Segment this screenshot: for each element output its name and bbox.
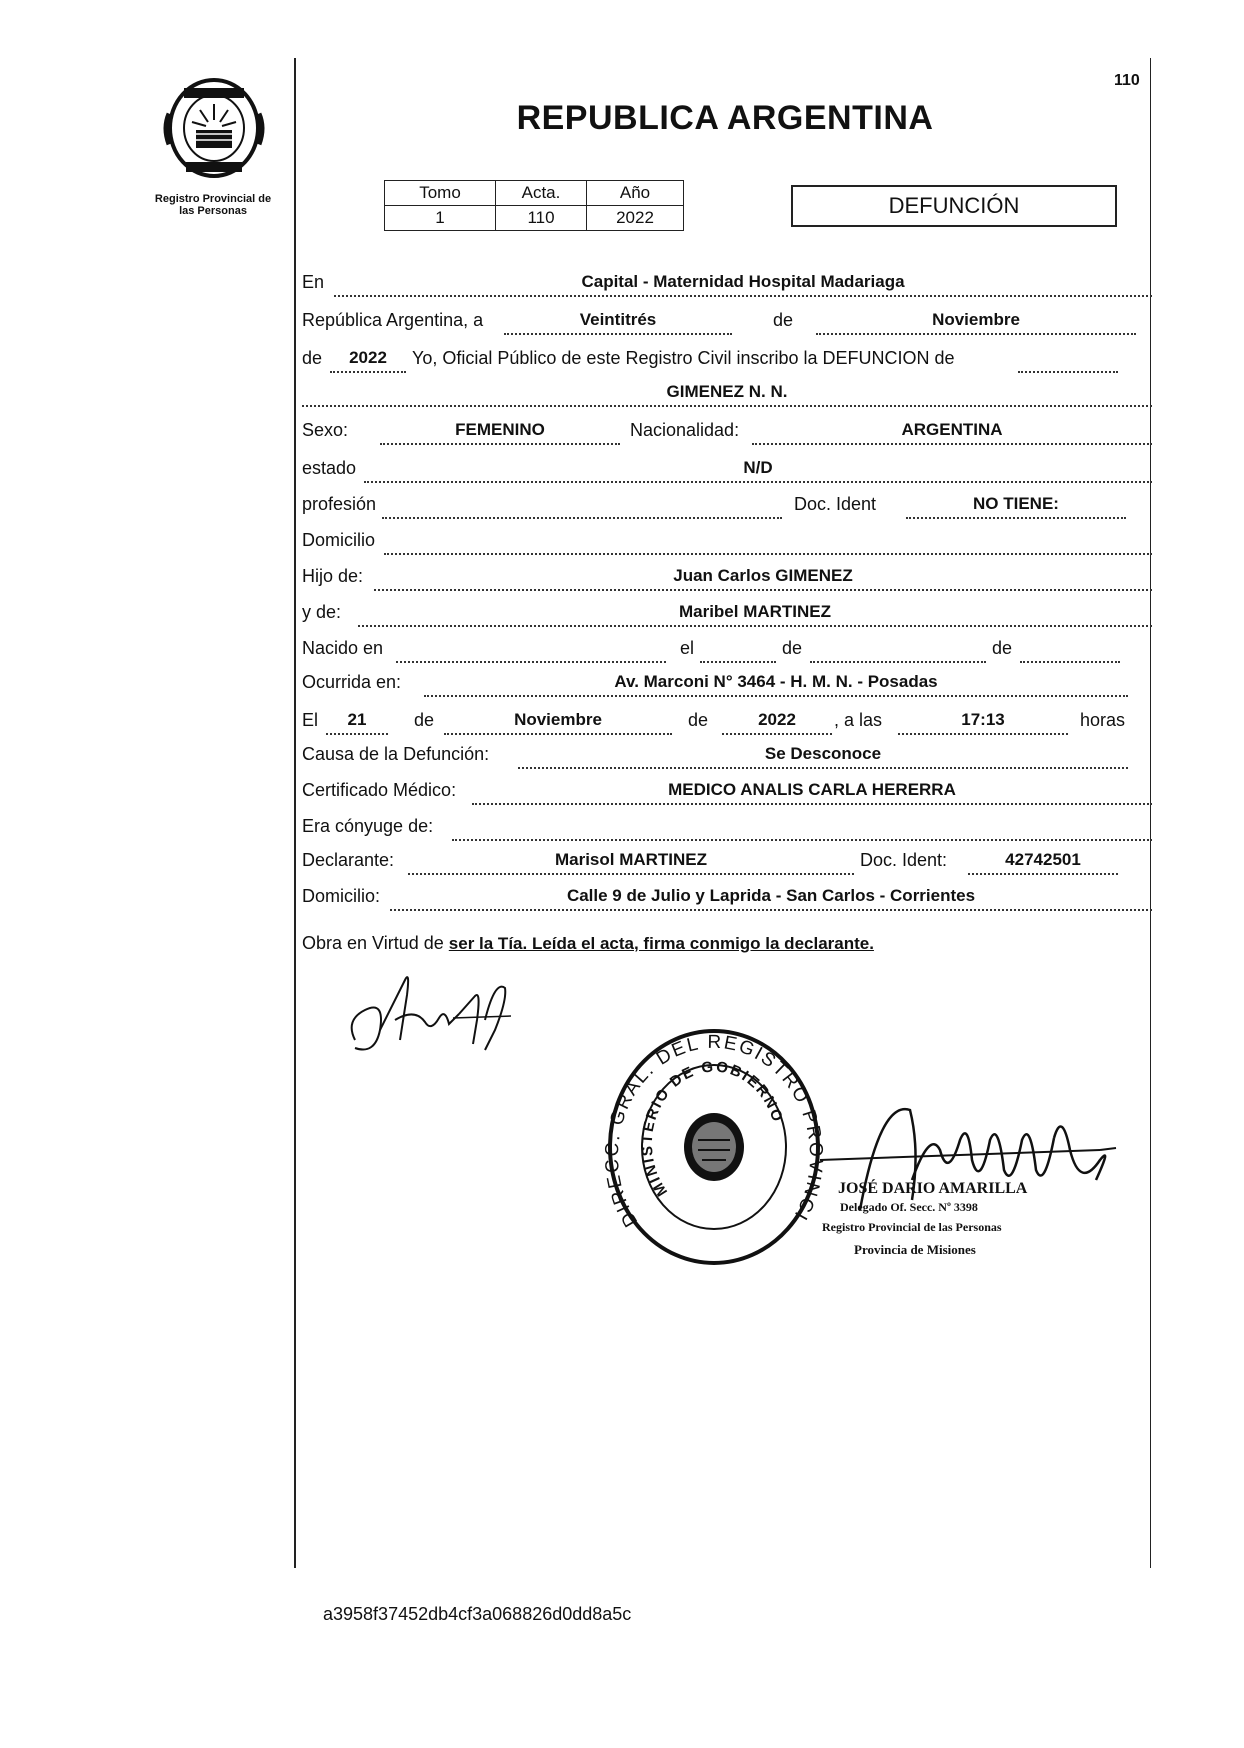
label-conyuge: Era cónyuge de: [302, 816, 434, 836]
label-de: de [773, 310, 794, 330]
row-place [302, 272, 1152, 298]
field-place: Capital - Maternidad Hospital Madariaga [334, 272, 1152, 297]
registry-value-acta: 110 [496, 206, 587, 231]
row-profession-doc [302, 494, 1152, 520]
label-a-las: , a las [834, 710, 883, 730]
field-year: 2022 [330, 348, 406, 373]
field-causa: Se Desconoce [518, 744, 1128, 769]
registry-value-tomo: 1 [385, 206, 496, 231]
field-death-day: 21 [326, 710, 388, 735]
field-death-month: Noviembre [444, 710, 672, 735]
row-year-declaration [302, 348, 1152, 374]
document-title: REPUBLICA ARGENTINA [516, 99, 934, 137]
row-sex-nationality [302, 420, 1152, 446]
label-republica: República Argentina, a [302, 310, 484, 330]
label-domicilio2: Domicilio: [302, 886, 381, 906]
field-declarante-doc: 42742501 [968, 850, 1118, 875]
field-blank-tail [1018, 348, 1118, 373]
document-hash: a3958f37452db4cf3a068826d0dd8a5c [323, 1604, 632, 1624]
field-birth-month [810, 638, 986, 663]
field-declarante: Marisol MARTINEZ [408, 850, 854, 875]
official-office: Registro Provincial de las Personas [822, 1220, 1002, 1234]
label-y-de: y de: [302, 602, 342, 622]
field-birth-day [700, 638, 776, 663]
row-father [302, 566, 1152, 592]
row-obra [302, 933, 874, 954]
row-civil-status [302, 458, 1152, 484]
left-margin-line [294, 58, 296, 1568]
label-de-birth-month: de [782, 638, 803, 658]
registry-header-anio: Año [587, 181, 684, 206]
page-number: 110 [1114, 72, 1140, 89]
field-certificado: MEDICO ANALIS CARLA HERERRA [472, 780, 1152, 805]
field-deceased-name: GIMENEZ N. N. [302, 382, 1152, 407]
row-cause [302, 744, 1152, 770]
label-estado: estado [302, 458, 357, 478]
field-month: Noviembre [816, 310, 1136, 335]
field-padre: Juan Carlos GIMENEZ [374, 566, 1152, 591]
label-en: En [302, 272, 325, 292]
label-nacido: Nacido en [302, 638, 384, 658]
field-nacionalidad: ARGENTINA [752, 420, 1152, 445]
registry-header-tomo: Tomo [385, 181, 496, 206]
oficial-statement: Yo, Oficial Público de este Registro Civil inscribo la DEFUNCION de [412, 348, 955, 368]
registry-table [384, 180, 684, 231]
row-death-place [302, 672, 1152, 698]
label-el-cap: El [302, 710, 319, 730]
label-de-death-year: de [688, 710, 709, 730]
label-obra: Obra en Virtud de [302, 933, 444, 953]
field-ocurrida: Av. Marconi N° 3464 - H. M. N. - Posadas [424, 672, 1128, 697]
row-mother [302, 602, 1152, 628]
stamp-inner-text: MINISTERIO DE GOBIERNO [638, 1058, 787, 1200]
official-name: JOSÉ DARIO AMARILLA [838, 1180, 1028, 1197]
label-de-death-month: de [414, 710, 435, 730]
label-ocurrida: Ocurrida en: [302, 672, 402, 692]
label-certificado: Certificado Médico: [302, 780, 457, 800]
field-birth-year [1020, 638, 1120, 663]
label-horas: horas [1080, 710, 1126, 730]
row-declarant-domicile [302, 886, 1152, 912]
official-role: Delegado Of. Secc. Nº 3398 [840, 1200, 978, 1214]
label-de-year: de [302, 348, 323, 368]
issuer-caption-line1: Registro Provincial de [154, 193, 272, 205]
declarant-signature [335, 960, 525, 1075]
row-deceased-name [302, 382, 1152, 408]
label-el: el [680, 638, 695, 658]
issuer-caption [128, 193, 298, 217]
field-sexo: FEMENINO [380, 420, 620, 445]
row-death-datetime [302, 710, 1152, 736]
row-domicile [302, 530, 1152, 556]
registry-oval-stamp [598, 1022, 830, 1277]
act-type-box: DEFUNCIÓN [791, 185, 1117, 227]
label-hijo: Hijo de: [302, 566, 364, 586]
field-domicilio [384, 530, 1152, 555]
field-birth-place [396, 638, 666, 663]
field-obra-text: ser la Tía. Leída el acta, firma conmigo la declarante. [448, 934, 874, 953]
registry-value-anio: 2022 [587, 206, 684, 231]
field-death-time: 17:13 [898, 710, 1068, 735]
row-spouse [302, 816, 1152, 842]
row-registration-date [302, 310, 1152, 336]
issuer-caption-line2: las Personas [179, 205, 247, 217]
label-nacionalidad: Nacionalidad: [630, 420, 740, 440]
field-day-words: Veintitrés [504, 310, 732, 335]
label-de-birth-year: de [992, 638, 1013, 658]
field-death-year: 2022 [722, 710, 832, 735]
row-birth [302, 638, 1152, 664]
label-declarante-doc: Doc. Ident: [860, 850, 948, 870]
label-domicilio: Domicilio [302, 530, 376, 550]
label-sexo: Sexo: [302, 420, 349, 440]
field-madre: Maribel MARTINEZ [358, 602, 1152, 627]
field-estado: N/D [364, 458, 1152, 483]
official-province: Provincia de Misiones [854, 1242, 976, 1257]
provincial-seal-logo [162, 74, 266, 182]
stamp-outer-text: DIRECC. GRAL. DEL REGISTRO PROVINCI [601, 1031, 827, 1231]
label-profesion: profesión [302, 494, 377, 514]
label-causa: Causa de la Defunción: [302, 744, 490, 764]
row-declarant [302, 850, 1152, 876]
label-doc-ident: Doc. Ident [794, 494, 877, 514]
registry-header-acta: Acta. [496, 181, 587, 206]
field-domicilio2: Calle 9 de Julio y Laprida - San Carlos - Corrientes [390, 886, 1152, 911]
field-doc-ident: NO TIENE: [906, 494, 1126, 519]
row-certificate [302, 780, 1152, 806]
field-profesion [382, 494, 782, 519]
label-declarante: Declarante: [302, 850, 395, 870]
field-conyuge [452, 816, 1152, 841]
